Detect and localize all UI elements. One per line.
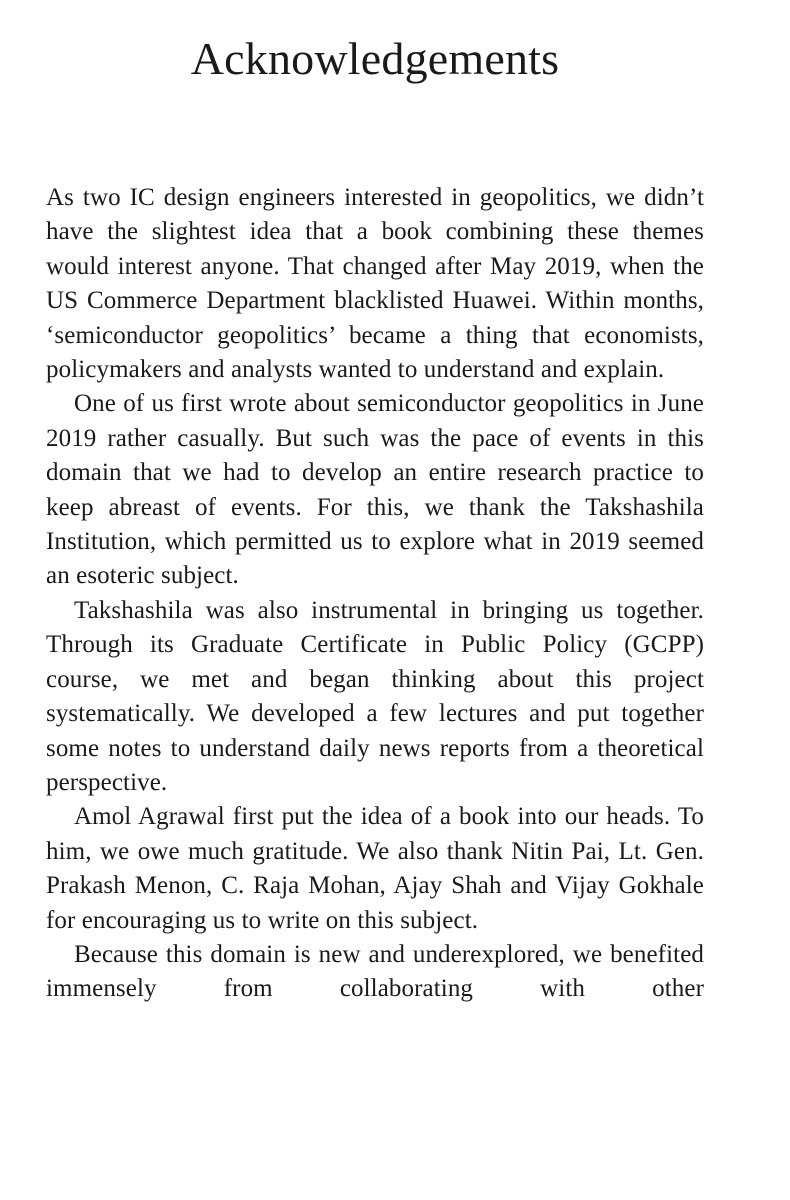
paragraph-3: Takshashila was also instrumental in bringing us together. Through its Graduate Certificate in Public Policy (GCPP) course, we met and began thinking about this project systematically. We developed a few lectures and put together some notes to understand daily news reports from a theoretical perspective. bbox=[46, 596, 704, 796]
chapter-title: Acknowledgements bbox=[190, 33, 560, 84]
paragraph-1: As two IC design engineers interested in geopolitics, we didn’t have the slightest idea that a book combining these themes would interest anyone. That changed after May 2019, when the US Commerce Department blacklisted Huawei. Within months, ‘semiconductor geopolitics’ became a thing that economists, policymakers and analysts wanted to understand and explain. bbox=[46, 184, 704, 384]
paragraph-5: Because this domain is new and underexplored, we benefited immensely from collaborating with other bbox=[46, 940, 704, 1003]
paragraph-4: Amol Agrawal first put the idea of a book into our heads. To him, we owe much gratitude. We also thank Nitin Pai, Lt. Gen. Prakash Menon, C. Raja Mohan, Ajay Shah and Vijay Gokhale for encouraging us to write on this subject. bbox=[46, 803, 704, 934]
paragraph-2: One of us first wrote about semiconductor geopolitics in June 2019 rather casually. But such was the pace of events in this domain that we had to develop an entire research practice to keep abreast of events. For this, we thank the Takshashila Institution, which permitted us to explore what in 2019 seemed an esoteric subject. bbox=[46, 390, 704, 590]
body-text bbox=[46, 181, 704, 1007]
